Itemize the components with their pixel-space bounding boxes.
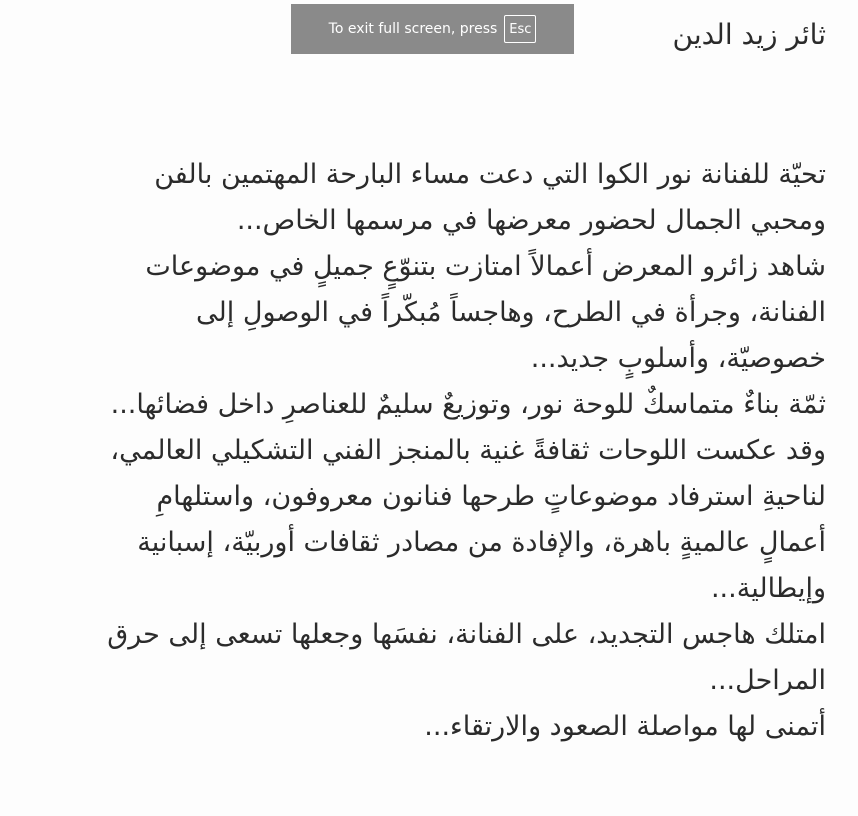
body-line: المراحل... [709, 665, 826, 696]
body-line: وإيطالية... [710, 573, 826, 604]
body-line: الفنانة، وجرأة في الطرح، وهاجساً مُبكّراً في الوصولِ إلى [196, 297, 826, 328]
body-line: شاهد زائرو المعرض أعمالاً امتازت بتنوّعٍ جميلٍ في موضوعات [145, 251, 826, 282]
body-line: لناحيةِ استرفاد موضوعاتٍ طرحها فنانون معروفون، واستلهامِ [156, 481, 826, 512]
fullscreen-exit-notice [291, 4, 574, 54]
body-line: وقد عكست اللوحات ثقافةً غنية بالمنجز الفني التشكيلي العالمي، [110, 435, 826, 466]
esc-key-badge: Esc [504, 15, 536, 43]
article-body [46, 152, 826, 750]
body-line: أعمالٍ عالميةٍ باهرة، والإفادة من مصادر ثقافات أوربيّة، إسبانية [137, 527, 826, 558]
body-line: امتلك هاجس التجديد، على الفنانة، نفسَها وجعلها تسعى إلى حرق [107, 619, 826, 650]
body-line: تحيّة للفنانة نور الكوا التي دعت مساء البارحة المهتمين بالفن [154, 159, 826, 190]
body-line: أتمنى لها مواصلة الصعود والارتقاء... [424, 711, 826, 742]
body-line: ثمّة بناءٌ متماسكٌ للوحة نور، وتوزيعٌ سليمٌ للعناصرِ داخل فضائها... [110, 389, 826, 420]
fullscreen-exit-message: To exit full screen, press [328, 21, 498, 37]
body-line: خصوصيّة، وأسلوبٍ جديد... [530, 343, 826, 374]
author-name: ثائر زيد الدين [672, 18, 826, 51]
body-line: ومحبي الجمال لحضور معرضها في مرسمها الخاص... [236, 205, 826, 236]
